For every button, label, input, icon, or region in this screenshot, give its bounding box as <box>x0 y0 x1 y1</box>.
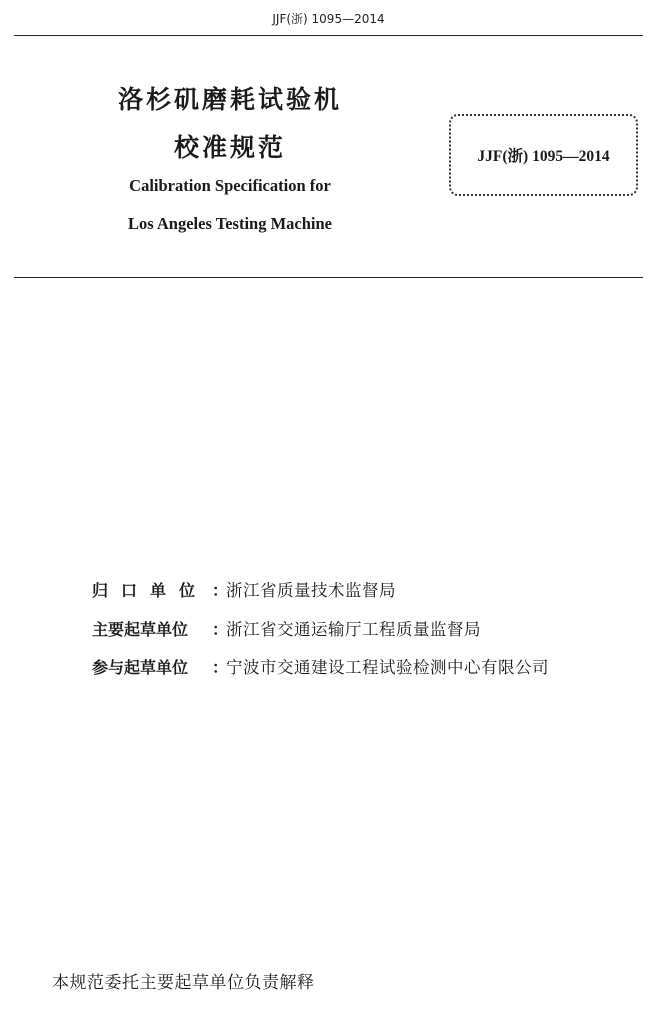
title-english-line2: Los Angeles Testing Machine <box>128 214 332 233</box>
org-colon: ： <box>212 581 229 600</box>
section-rule <box>14 277 643 278</box>
org-label: 归口单位 <box>92 581 209 600</box>
specification-code: JJF(浙) 1095—2014 <box>477 148 610 165</box>
org-label: 主要起草单位 <box>92 620 189 639</box>
top-rule <box>14 35 643 36</box>
org-row-main-drafter <box>92 617 481 643</box>
org-colon: ： <box>212 620 229 639</box>
specification-code-box <box>449 114 638 196</box>
org-row-participating-drafter <box>92 655 549 681</box>
org-value: 宁波市交通建设工程试验检测中心有限公司 <box>226 658 549 677</box>
title-english-line1: Calibration Specification for <box>129 176 331 195</box>
title-chinese-line2: 校准规范 <box>173 133 286 162</box>
running-head: JJF(浙) 1095—2014 <box>272 12 385 26</box>
org-label: 参与起草单位 <box>92 658 189 677</box>
org-value: 浙江省交通运输厅工程质量监督局 <box>226 620 481 639</box>
org-row-responsible <box>92 578 396 604</box>
title-chinese-line1: 洛杉矶磨耗试验机 <box>117 85 342 114</box>
org-colon: ： <box>212 658 229 677</box>
org-value: 浙江省质量技术监督局 <box>226 581 396 600</box>
interpretation-note: 本规范委托主要起草单位负责解释 <box>52 973 315 993</box>
